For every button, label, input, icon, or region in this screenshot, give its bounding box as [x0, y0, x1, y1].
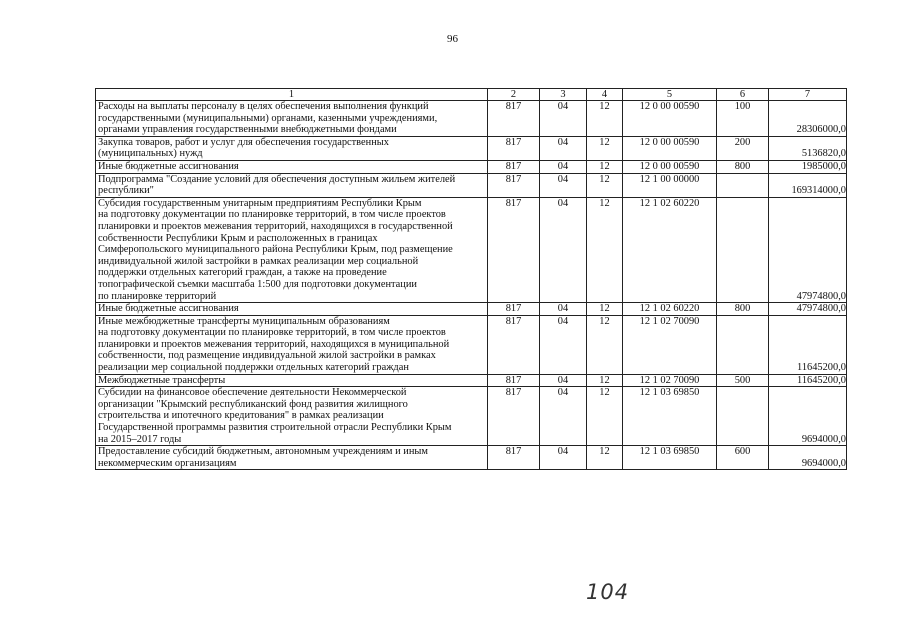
subsection-code: 12 [587, 136, 623, 160]
department-code: 817 [488, 101, 540, 137]
row-description [96, 160, 488, 173]
description-line: Расходы на выплаты персоналу в целях обеспечения выполнения функций [98, 101, 429, 112]
table-row [96, 374, 847, 387]
department-code: 817 [488, 197, 540, 302]
section-code: 04 [540, 160, 587, 173]
description-line: организации "Крымский республиканский фонд развития жилищного [98, 398, 408, 410]
row-description [96, 446, 488, 470]
section-code: 04 [540, 173, 587, 197]
section-code: 04 [540, 303, 587, 316]
description-line: собственности, под размещение индивидуальной жилой застройки в рамках [98, 350, 436, 362]
table-row [96, 101, 847, 137]
column-header: 6 [717, 89, 769, 101]
target-article-code: 12 0 00 00590 [623, 136, 717, 160]
table-row [96, 160, 847, 173]
table-row [96, 303, 847, 316]
column-header: 5 [623, 89, 717, 101]
expense-type-code [717, 315, 769, 374]
department-code: 817 [488, 303, 540, 316]
expense-type-code: 200 [717, 136, 769, 160]
table-row [96, 446, 847, 470]
expense-type-code: 500 [717, 374, 769, 387]
row-description [96, 303, 488, 316]
department-code: 817 [488, 374, 540, 387]
table-row [96, 136, 847, 160]
description-line: Субсидия государственным унитарным предприятиям Республики Крым [98, 197, 422, 209]
amount-cell: 47974800,0 [769, 197, 847, 302]
department-code: 817 [488, 160, 540, 173]
section-code: 04 [540, 446, 587, 470]
section-code: 04 [540, 197, 587, 302]
target-article-code: 12 1 03 69850 [623, 446, 717, 470]
expense-type-code [717, 173, 769, 197]
expense-type-code [717, 197, 769, 302]
department-code: 817 [488, 136, 540, 160]
table-row [96, 173, 847, 197]
description-line: (муниципальных) нужд [98, 148, 203, 160]
amount-cell: 9694000,0 [769, 446, 847, 470]
target-article-code: 12 1 02 70090 [623, 374, 717, 387]
department-code: 817 [488, 315, 540, 374]
description-line: топографической съемки масштаба 1:500 для подготовки документации [98, 278, 417, 290]
section-code: 04 [540, 315, 587, 374]
row-description [96, 136, 488, 160]
description-line: строительства и ипотечного кредитования" в рамках реализации [98, 410, 384, 422]
section-code: 04 [540, 101, 587, 137]
description-line: на подготовку документации по планировке территорий, в том числе проектов [98, 209, 446, 221]
subsection-code: 12 [587, 387, 623, 446]
table-header-row [96, 89, 847, 101]
description-line: Симферопольского муниципального района Республики Крым, под размещение [98, 244, 453, 256]
amount-cell: 5136820,0 [769, 136, 847, 160]
target-article-code: 12 1 02 70090 [623, 315, 717, 374]
description-line: на подготовку документации по планировке территорий, в том числе проектов [98, 327, 446, 339]
column-header: 4 [587, 89, 623, 101]
description-line: Закупка товаров, работ и услуг для обеспечения государственных [98, 136, 389, 148]
amount-cell: 1985000,0 [769, 160, 847, 173]
target-article-code: 12 0 00 00590 [623, 101, 717, 137]
description-line: Государственной программы развития строительной отрасли Республики Крым [98, 422, 452, 434]
table-row [96, 197, 847, 302]
description-line: поддержки отдельных категорий граждан, а также на проведение [98, 267, 387, 279]
description-line: Иные бюджетные ассигнования [98, 303, 239, 315]
table-row [96, 387, 847, 446]
section-code: 04 [540, 387, 587, 446]
subsection-code: 12 [587, 446, 623, 470]
row-description [96, 374, 488, 387]
description-line: Иные межбюджетные трансферты муниципальным образованиям [98, 315, 390, 327]
subsection-code: 12 [587, 160, 623, 173]
subsection-code: 12 [587, 197, 623, 302]
column-header: 1 [96, 89, 488, 101]
row-description [96, 387, 488, 446]
subsection-code: 12 [587, 315, 623, 374]
budget-table [95, 88, 847, 470]
amount-cell: 28306000,0 [769, 101, 847, 137]
subsection-code: 12 [587, 173, 623, 197]
description-line: планировки и проектов межевания территорий, находящихся в муниципальной [98, 338, 450, 350]
target-article-code: 12 1 02 60220 [623, 197, 717, 302]
row-description [96, 173, 488, 197]
description-line: Межбюджетные трансферты [98, 374, 226, 386]
expense-type-code [717, 387, 769, 446]
column-header: 2 [488, 89, 540, 101]
page-number: 96 [447, 33, 458, 45]
handwritten-page-number: 104 [586, 580, 630, 604]
description-line: собственности Республики Крым и расположенных в границах [98, 232, 378, 244]
expense-type-code: 800 [717, 303, 769, 316]
amount-cell: 47974800,0 [769, 303, 847, 316]
amount-cell: 169314000,0 [769, 173, 847, 197]
expense-type-code: 600 [717, 446, 769, 470]
description-line: Предоставление субсидий бюджетным, автономным учреждениям и иным [98, 446, 428, 458]
description-line: на 2015–2017 годы [98, 433, 182, 445]
row-description [96, 101, 488, 137]
description-line: Подпрограмма "Создание условий для обеспечения доступным жильем жителей [98, 173, 456, 185]
section-code: 04 [540, 136, 587, 160]
amount-cell: 11645200,0 [769, 374, 847, 387]
description-line: республики" [98, 185, 154, 197]
description-line: индивидуальной жилой застройки в рамках реализации мер социальной [98, 255, 419, 267]
column-header: 7 [769, 89, 847, 101]
row-description [96, 315, 488, 374]
description-line: реализации мер социальной поддержки отдельных категорий граждан [98, 362, 409, 374]
target-article-code: 12 1 03 69850 [623, 387, 717, 446]
table-row [96, 315, 847, 374]
amount-cell: 11645200,0 [769, 315, 847, 374]
section-code: 04 [540, 374, 587, 387]
description-line: по планировке территорий [98, 290, 217, 302]
subsection-code: 12 [587, 303, 623, 316]
description-line: планировки и проектов межевания территорий, находящихся в государственной [98, 220, 453, 232]
description-line: органами управления государственными внебюджетными фондами [98, 124, 397, 136]
department-code: 817 [488, 387, 540, 446]
description-line: Субсидии на финансовое обеспечение деятельности Некоммерческой [98, 387, 407, 399]
column-header: 3 [540, 89, 587, 101]
amount-cell: 9694000,0 [769, 387, 847, 446]
description-line: государственными (муниципальными) органами, казенными учреждениями, [98, 112, 438, 124]
description-line: Иные бюджетные ассигнования [98, 160, 239, 172]
target-article-code: 12 1 00 00000 [623, 173, 717, 197]
department-code: 817 [488, 446, 540, 470]
subsection-code: 12 [587, 101, 623, 137]
department-code: 817 [488, 173, 540, 197]
description-line: некоммерческим организациям [98, 457, 237, 469]
expense-type-code: 100 [717, 101, 769, 137]
row-description [96, 197, 488, 302]
target-article-code: 12 1 02 60220 [623, 303, 717, 316]
target-article-code: 12 0 00 00590 [623, 160, 717, 173]
expense-type-code: 800 [717, 160, 769, 173]
subsection-code: 12 [587, 374, 623, 387]
